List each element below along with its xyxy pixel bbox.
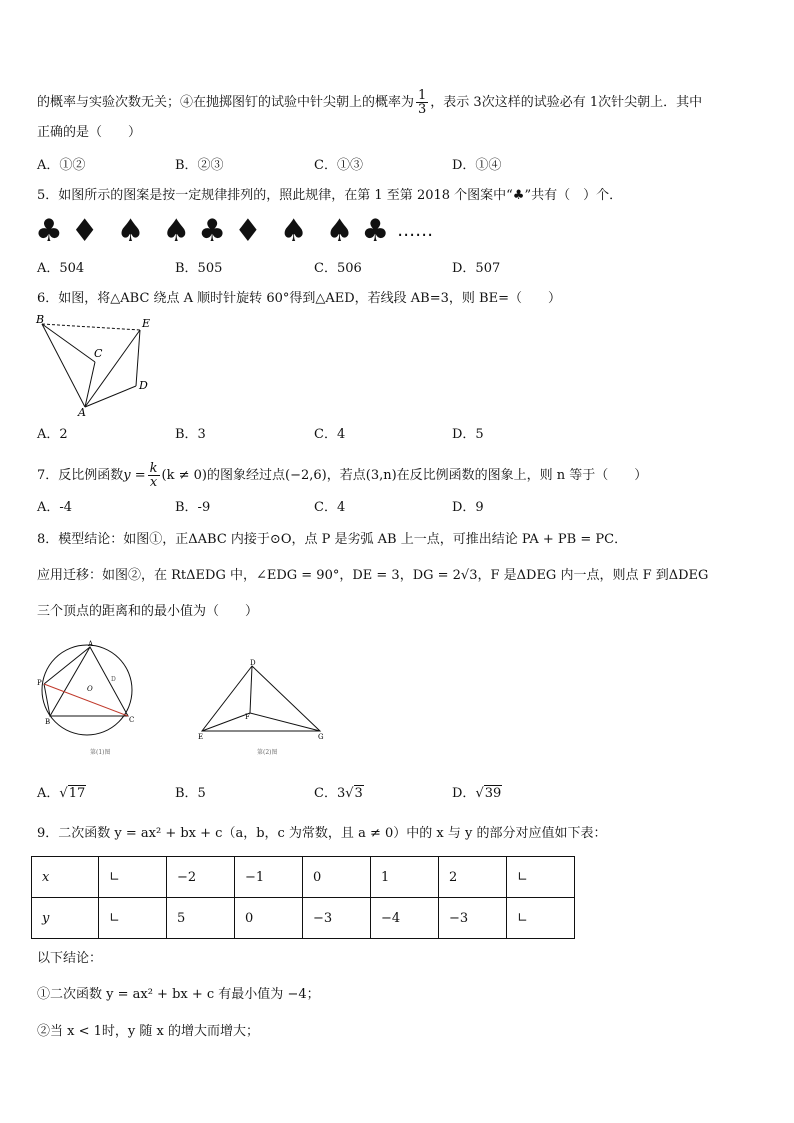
label-d: D <box>139 379 148 392</box>
spade-icon: ♠ <box>325 213 354 249</box>
segment-fg <box>250 713 320 731</box>
label-o: O <box>87 685 93 693</box>
q5-option-d[interactable]: D．507 <box>452 261 501 276</box>
label-a: A <box>88 640 94 648</box>
q7-fraction: $\frac{k}{x}$ <box>149 461 158 490</box>
table-cell: ∟ <box>99 898 167 939</box>
table-cell: −4 <box>371 898 439 939</box>
table-row <box>32 898 575 939</box>
q9-conclusion-2: ②当 x < 1时，y 随 x 的增大而增大； <box>37 1024 259 1039</box>
q4-fraction: $\frac{1}{3}$ <box>418 88 427 117</box>
spade-icon: ♠ <box>116 213 145 249</box>
segment-ed <box>136 330 140 386</box>
diamond-icon: ♦ <box>70 213 99 249</box>
label-d: D <box>250 659 256 667</box>
q9-conclusions-title: 以下结论： <box>37 951 103 966</box>
q6-option-d[interactable]: D．5 <box>452 427 484 442</box>
club-icon: ♣ <box>198 213 226 249</box>
q6-figure <box>30 312 160 418</box>
q8-option-c[interactable]: C．3√3 <box>314 786 363 801</box>
label-c: C <box>94 347 103 360</box>
q4-text-b: ，表示 3次这样的试验必有 1次针尖朝上．其中 <box>430 95 703 110</box>
table-cell: ∟ <box>507 898 575 939</box>
q8-option-b[interactable]: B．5 <box>175 786 206 801</box>
table-row <box>32 857 575 898</box>
segment-be <box>42 324 140 330</box>
q9-value-table <box>31 856 575 939</box>
label-a: A <box>78 406 86 418</box>
table-cell: −1 <box>235 857 303 898</box>
diamond-icon: ♦ <box>233 213 262 249</box>
table-cell: ∟ <box>99 857 167 898</box>
fig1-caption: 第(1)图 <box>90 749 111 756</box>
q4-option-d[interactable]: D．①④ <box>452 158 502 173</box>
q6-stem: 6．如图，将△ABC 绕点 A 顺时针旋转 60°得到△AED，若线段 AB=3，则 BE=（ ） <box>37 291 561 306</box>
label-b: B <box>36 313 45 326</box>
q9-stem: 9．二次函数 y = ax² + bx + c（a，b，c 为常数，且 a ≠ 0）中的 x 与 y 的部分对应值如下表： <box>37 826 607 841</box>
table-cell: −3 <box>439 898 507 939</box>
table-cell: ∟ <box>507 857 575 898</box>
spade-icon: ♠ <box>162 213 191 249</box>
label-c: C <box>129 716 135 724</box>
table-cell: 2 <box>439 857 507 898</box>
table-cell: x <box>32 857 99 898</box>
q6-option-a[interactable]: A．2 <box>37 427 68 442</box>
label-e: E <box>142 317 151 330</box>
club-icon: ♣ <box>35 213 63 249</box>
table-cell: 5 <box>167 898 235 939</box>
segment-pa <box>44 647 90 684</box>
q8-option-a[interactable]: A．√17 <box>37 786 86 801</box>
label-f: F <box>245 713 250 721</box>
q4-line1 <box>37 89 702 116</box>
q8-line1: 8．模型结论：如图①，正ΔABC 内接于⊙O，点 P 是劣弧 AB 上一点，可推出结论 PA + PB = PC． <box>37 532 628 547</box>
q7-option-b[interactable]: B．-9 <box>175 500 211 515</box>
q8-figure-2 <box>192 658 330 758</box>
table-cell: y <box>32 898 99 939</box>
spade-icon: ♠ <box>279 213 308 249</box>
q7-stem: 7．反比例函数y = $\frac{k}{x}$ (k ≠ 0)的图象经过点(−2,6)，若点(3,n)在反比例函数的图象上，则 n 等于（ ） <box>37 461 648 490</box>
q7-option-c[interactable]: C．4 <box>314 500 346 515</box>
table-cell: −3 <box>303 898 371 939</box>
label-b: B <box>45 718 51 726</box>
table-cell: 0 <box>235 898 303 939</box>
q4-option-a[interactable]: A．①② <box>37 158 86 173</box>
q5-option-c[interactable]: C．506 <box>314 261 362 276</box>
segment-bc <box>42 324 95 362</box>
segment-fd <box>250 666 252 713</box>
q8-option-d[interactable]: D．√39 <box>452 786 502 801</box>
q4-text-a: 的概率与实验次数无关；④在抛掷图钉的试验中针尖朝上的概率为 <box>37 95 415 110</box>
fig2-caption: 第(2)图 <box>257 749 278 756</box>
label-g: G <box>318 733 324 741</box>
q4-option-b[interactable]: B．②③ <box>175 158 224 173</box>
q8-line2: 应用迁移：如图②，在 RtΔEDG 中，∠EDG = 90°，DE = 3，DG = 2√3，F 是ΔDEG 内一点，则点 F 到ΔDEG <box>37 568 709 583</box>
q4-line2: 正确的是（ ） <box>37 125 142 140</box>
q4-option-c[interactable]: C．①③ <box>314 158 363 173</box>
q5-option-b[interactable]: B．505 <box>175 261 223 276</box>
table-cell: 0 <box>303 857 371 898</box>
segment-pc <box>44 684 128 716</box>
q6-option-b[interactable]: B．3 <box>175 427 206 442</box>
club-icon: ♣ <box>361 213 390 249</box>
label-p: P <box>37 679 42 687</box>
q8-line3: 三个顶点的距离和的最小值为（ ） <box>37 604 259 619</box>
q7-option-a[interactable]: A．-4 <box>37 500 73 515</box>
label-d: D <box>111 676 116 683</box>
q5-stem: 5．如图所示的图案是按一定规律排列的，照此规律，在第 1 至第 2018 个图案中“♣”共有（ ）个． <box>37 188 623 203</box>
q6-option-c[interactable]: C．4 <box>314 427 346 442</box>
triangle-deg <box>202 666 320 731</box>
segment-ba <box>42 324 85 407</box>
q8-figure-1 <box>32 640 144 758</box>
q9-conclusion-1: ①二次函数 y = ax² + bx + c 有最小值为 −4； <box>37 987 320 1002</box>
triangle-abc <box>50 647 128 716</box>
label-e: E <box>198 733 204 741</box>
table-cell: 1 <box>371 857 439 898</box>
ellipsis: …… <box>397 220 434 241</box>
q5-option-a[interactable]: A．504 <box>37 261 85 276</box>
q7-option-d[interactable]: D．9 <box>452 500 484 515</box>
table-cell: −2 <box>167 857 235 898</box>
q5-suit-pattern <box>35 213 441 249</box>
